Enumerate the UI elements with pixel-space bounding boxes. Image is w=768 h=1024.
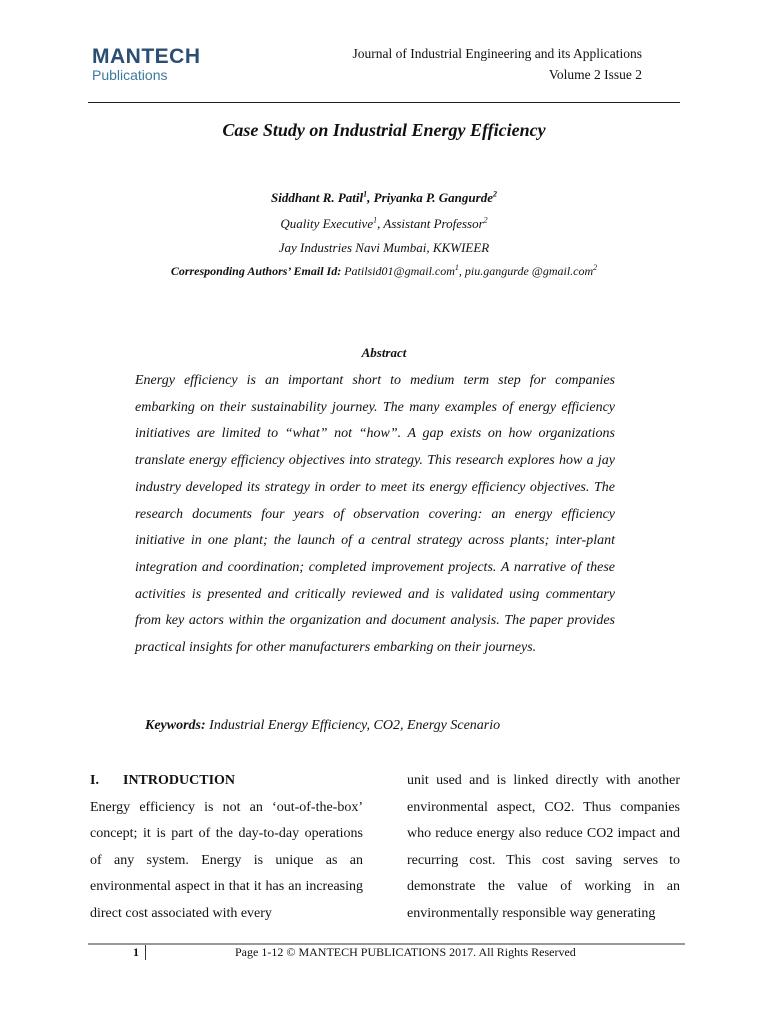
intro-left-column — [90, 768, 363, 927]
journal-name: Journal of Industrial Engineering and its Applications — [352, 46, 642, 61]
header-divider — [88, 102, 680, 103]
footer-separator — [145, 945, 146, 960]
author-1: Siddhant R. Patil — [271, 190, 364, 205]
page-number: 1 — [133, 945, 139, 959]
keywords-text: Industrial Energy Efficiency, CO2, Energy Scenario — [209, 718, 501, 733]
abstract-heading: Abstract — [361, 345, 407, 360]
abstract-text: Energy efficiency is an important short to medium term step for companies embarking on their sustainability journey. The many examples of energy efficiency initiatives are limited to “what” not “how”. A gap exists on how organizations translate energy efficiency objectives into strategy. This research explores how a jay industry developed its strategy in order to meet its energy efficiency objectives. The research documents four years of observation covering: an energy efficiency initiative in one plant; the launch of a central strategy across plants; inter-plant integration and coordination; completed improvement projects. A narrative of these activities is presented and critically reviewed and is validated using commentary from key actors within the organization and document analysis. The paper provides practical insights for other manufacturers embarking on their journeys. — [135, 373, 615, 656]
journal-volume: Volume 2 Issue 2 — [548, 67, 642, 82]
email-2: piu.gangurde @gmail.com — [464, 264, 594, 278]
section-title: INTRODUCTION — [123, 773, 236, 788]
journal-header — [353, 43, 642, 85]
author-2: Priyanka P. Gangurde — [373, 190, 493, 205]
email-1: Patilsid01@gmail.com — [344, 264, 455, 278]
corresponding-email: Corresponding Authors’ Email Id: Patilsid01@gmail.com$^1$, piu.gangurde @gmail.com$^2$ — [170, 263, 598, 278]
footer-copyright: Page 1-12 © MANTECH PUBLICATIONS 2017. All Rights Reserved — [235, 945, 576, 959]
author-institutions: Jay Industries Navi Mumbai, KKWIEER — [278, 240, 490, 255]
section-heading — [90, 768, 363, 795]
logo-subtitle: Publications — [92, 67, 168, 83]
author-roles: Quality Executive$^1$, Assistant Professor$^2$ — [280, 215, 488, 231]
logo-wordmark: MANTECH — [92, 45, 201, 68]
intro-right-text: unit used and is linked directly with another environmental aspect, CO2. Thus companies who reduce energy also reduce CO2 impact and recurring cost. This cost saving serves to demonstrate the value of working in an environmentally responsible way generating — [407, 773, 680, 921]
intro-right-column — [407, 768, 680, 927]
author-line: Siddhant R. Patil$^1$, Priyanka P. Gangurde$^2$ — [271, 189, 497, 205]
publisher-logo — [92, 45, 201, 83]
keywords — [145, 718, 500, 734]
section-number: I. — [90, 773, 99, 788]
intro-left-text: Energy efficiency is not an ‘out-of-the-box’ concept; it is part of the day-to-day operations of any system. Energy is unique as an environmental aspect in that it has an increasing direct cost associated with every — [90, 799, 363, 921]
keywords-label: Keywords: — [145, 718, 206, 733]
paper-title: Case Study on Industrial Energy Efficiency — [222, 120, 546, 140]
